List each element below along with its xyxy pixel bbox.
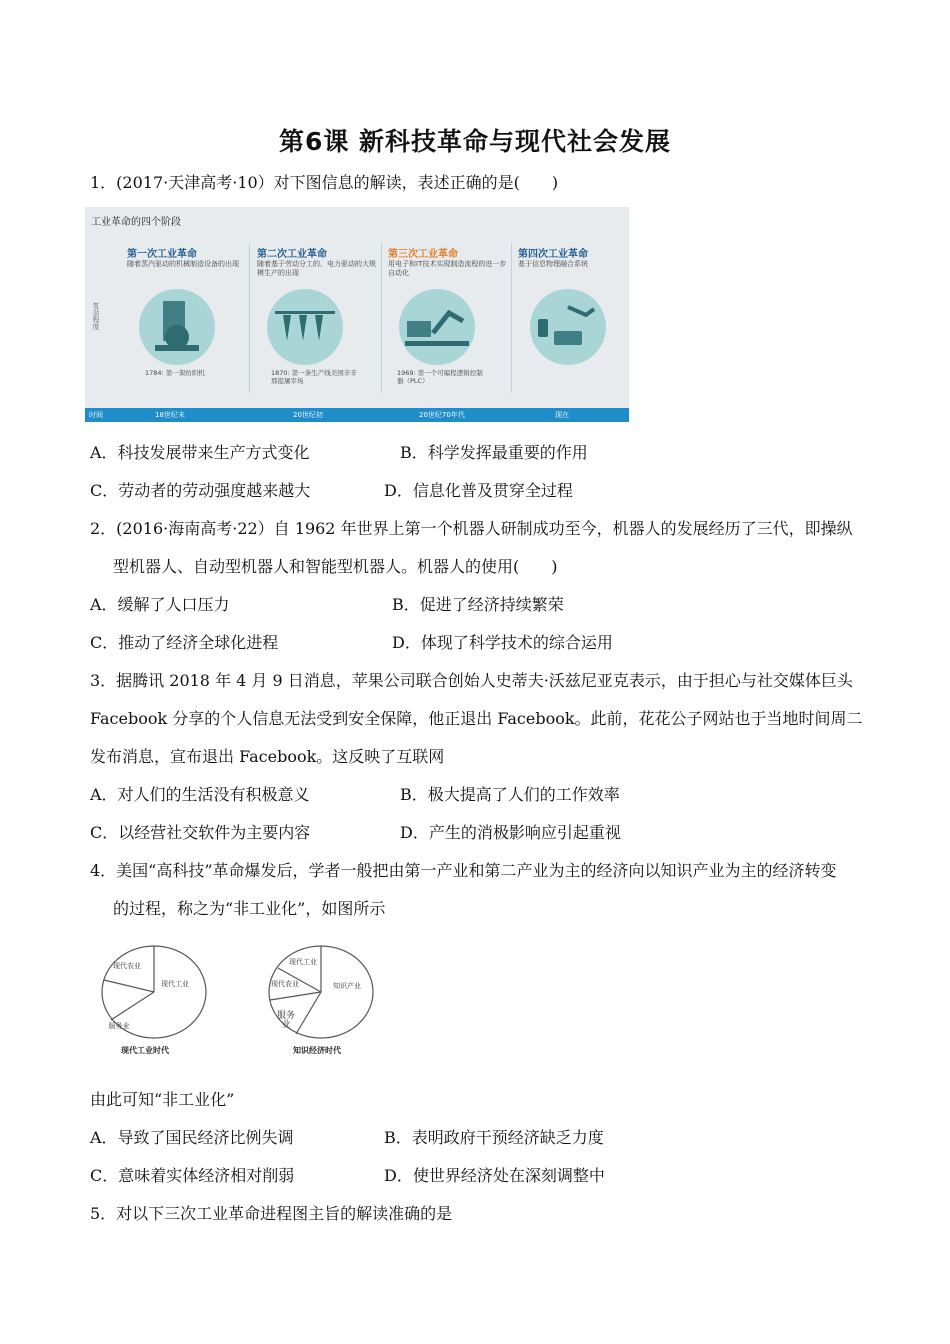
column-4-desc: 基于信息物理融合系统 bbox=[518, 260, 588, 268]
q4-option-d: D．使世界经济处在深刻调整中 bbox=[384, 1166, 605, 1185]
q1-option-b: B．科学发挥最重要的作用 bbox=[400, 443, 588, 462]
q3-option-a: A．对人们的生活没有积极意义 bbox=[90, 785, 310, 804]
question-5-stem: 5．对以下三次工业革命进程图主旨的解读准确的是 bbox=[90, 1204, 453, 1223]
column-4-title: 第四次工业革命 bbox=[518, 249, 588, 260]
question-1-stem: 1．(2017·天津高考·10）对下图信息的解读，表述正确的是( ) bbox=[90, 173, 559, 192]
q3-option-c: C．以经营社交软件为主要内容 bbox=[90, 823, 311, 842]
figure-title: 工业革命的四个阶段 bbox=[91, 217, 181, 228]
q1-option-d: D．信息化普及贯穿全过程 bbox=[384, 481, 573, 500]
era-4: 现在 bbox=[555, 411, 569, 419]
question-2-line-1: 2．(2016·海南高考·22）自 1962 年世界上第一个机器人研制成功至今，机器人的发展经历了三代，即操纵 bbox=[90, 519, 853, 538]
column-3-foot: 1969: 第一个可编程逻辑控制器（PLC） bbox=[397, 369, 483, 385]
q1-option-a: A．科技发展带来生产方式变化 bbox=[90, 443, 310, 462]
q4-option-b: B．表明政府干预经济缺乏力度 bbox=[384, 1128, 604, 1147]
timeline-bar bbox=[85, 408, 629, 422]
q4-option-c: C．意味着实体经济相对削弱 bbox=[90, 1166, 295, 1185]
q2-option-a: A．缓解了人口压力 bbox=[90, 595, 230, 614]
question-4-line-2: 的过程，称之为“非工业化”，如图所示 bbox=[113, 899, 386, 918]
production-line-illustration bbox=[265, 287, 345, 367]
timeline-label: 时间 bbox=[89, 411, 103, 419]
pie2-label-knowledge: 知识产业 bbox=[333, 982, 361, 990]
industrial-revolution-figure bbox=[85, 207, 629, 422]
q3-option-d: D．产生的消极影响应引起重视 bbox=[400, 823, 621, 842]
q2-option-d: D．体现了科学技术的综合运用 bbox=[392, 633, 613, 652]
column-3-title: 第三次工业革命 bbox=[388, 249, 458, 260]
cyber-physical-illustration bbox=[528, 287, 608, 367]
spinning-machine-illustration bbox=[137, 287, 217, 367]
question-3-line-2: Facebook 分享的个人信息无法受到安全保障，他正退出 Facebook。此前，花花公子网站也于当地时间周二 bbox=[90, 709, 863, 728]
complexity-axis-label: 复杂程度 bbox=[92, 302, 100, 330]
column-2-desc: 随着基于劳动分工的、电力驱动的大规模生产的出现 bbox=[257, 260, 376, 277]
question-4-line-1: 4．美国“高科技”革命爆发后，学者一般把由第一产业和第二产业为主的经济向以知识产业为主的经济转变 bbox=[90, 861, 837, 880]
pie2-label-industry: 现代工业 bbox=[289, 958, 317, 966]
column-2-foot: 1870: 第一条生产线美国辛辛那提屠宰场 bbox=[271, 369, 357, 385]
q1-option-c: C．劳动者的劳动强度越来越大 bbox=[90, 481, 311, 500]
pie2-label-service: 服务业 bbox=[276, 1011, 295, 1030]
era-1: 18世纪末 bbox=[155, 411, 185, 419]
question-4-lead: 由此可知“非工业化” bbox=[90, 1090, 235, 1109]
q2-option-c: C．推动了经济全球化进程 bbox=[90, 633, 279, 652]
column-1-title: 第一次工业革命 bbox=[127, 249, 197, 260]
pie1-label-agriculture: 现代农业 bbox=[113, 962, 141, 970]
pie2-caption: 知识经济时代 bbox=[293, 1046, 341, 1055]
page-title: 第6课 新科技革命与现代社会发展 bbox=[278, 127, 672, 156]
question-3-line-3: 发布消息，宣布退出 Facebook。这反映了互联网 bbox=[90, 747, 445, 766]
column-1-desc: 随着蒸汽驱动的机械制造设备的出现 bbox=[127, 260, 239, 268]
era-3: 20世纪70年代 bbox=[419, 411, 465, 419]
q4-option-a: A．导致了国民经济比例失调 bbox=[90, 1128, 294, 1147]
automation-illustration bbox=[397, 287, 477, 367]
pie1-label-industry: 现代工业 bbox=[161, 980, 189, 988]
pie1-label-service: 服务业 bbox=[108, 1022, 130, 1030]
column-1-foot: 1784: 第一架纺织机 bbox=[145, 369, 205, 377]
column-2-title: 第二次工业革命 bbox=[257, 249, 327, 260]
pie1-caption: 现代工业时代 bbox=[121, 1046, 169, 1055]
pie2-label-agriculture: 现代农业 bbox=[271, 980, 299, 988]
q2-option-b: B．促进了经济持续繁荣 bbox=[392, 595, 564, 614]
question-3-line-1: 3．据腾讯 2018 年 4 月 9 日消息，苹果公司联合创始人史蒂夫·沃兹尼亚克表示，由于担心与社交媒体巨头 bbox=[90, 671, 853, 690]
question-2-line-2: 型机器人、自动型机器人和智能型机器人。机器人的使用( ) bbox=[113, 557, 558, 576]
q3-option-b: B．极大提高了人们的工作效率 bbox=[400, 785, 620, 804]
era-2: 20世纪初 bbox=[293, 411, 323, 419]
column-3-desc: 用电子和IT技术实现制造流程的进一步自动化 bbox=[388, 260, 507, 277]
